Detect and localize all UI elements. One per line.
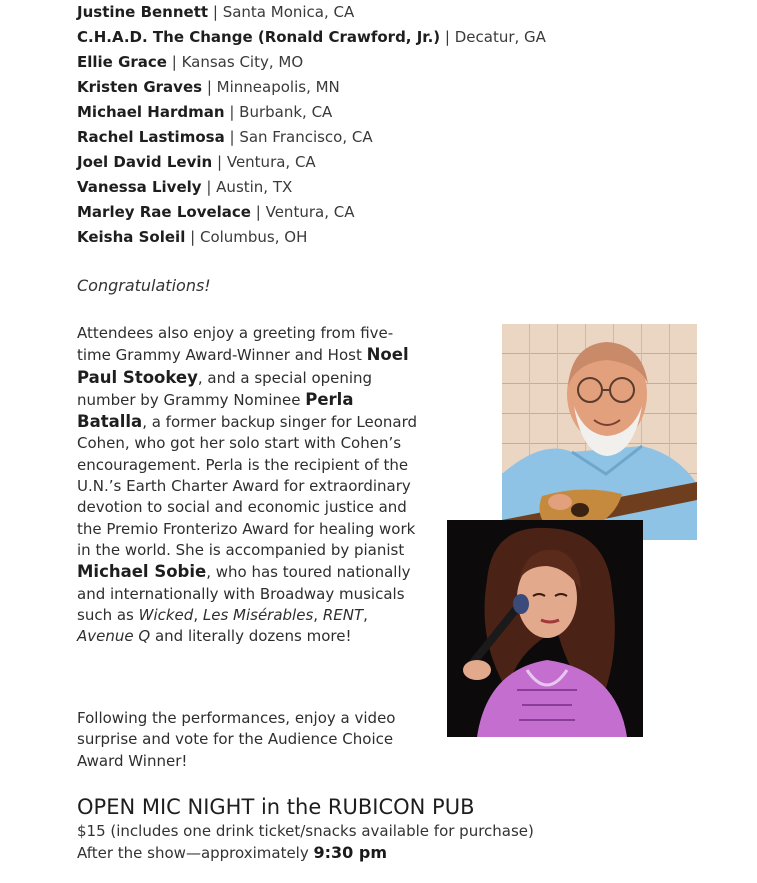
finalist-location: Santa Monica, CA [222,3,355,21]
show-title: Avenue Q [77,627,151,646]
batalla-photo-art [447,520,643,737]
finalists-list [77,0,546,250]
separator: | [255,203,261,221]
finalist-name: Michael Hardman [77,103,225,121]
pianist-name: Michael Sobie [77,562,207,582]
stookey-photo-art [502,324,697,540]
finalist-item [77,50,546,75]
finalist-item [77,200,546,225]
separator: | [190,228,196,246]
show-title: Les Misérables [202,605,314,624]
finalist-location: Decatur, GA [454,28,546,46]
open-mic-price: $15 (includes one drink ticket/snacks available for purchase) [77,822,534,840]
comma: , [363,605,368,624]
paragraph-text: , and a special opening number by Grammy Nominee [77,368,373,409]
separator: | [206,78,212,96]
finalist-name: Marley Rae Lovelace [77,203,251,221]
finalist-item [77,0,546,25]
separator: | [229,103,235,121]
open-mic-heading: OPEN MIC NIGHT in the RUBICON PUB [77,795,475,819]
finalist-item [77,175,546,200]
host-name: Noel Paul Stookey [77,345,409,387]
open-mic-time: 9:30 pm [313,843,387,862]
separator: | [229,128,235,146]
time-prefix: After the show—approximately [77,844,314,862]
finalist-location: Columbus, OH [199,228,308,246]
finalist-name: Ellie Grace [77,53,167,71]
separator: | [217,153,223,171]
finalist-name: Keisha Soleil [77,228,186,246]
paragraph-text: and literally dozens more! [150,627,352,646]
singer-name: Perla Batalla [77,389,354,432]
separator: | [212,3,218,21]
finalist-location: Minneapolis, MN [216,78,340,96]
finalist-name: C.H.A.D. The Change (Ronald Crawford, Jr.) [77,28,441,46]
finalist-item [77,75,546,100]
show-title: RENT [322,605,364,624]
finalist-name: Joel David Levin [77,153,213,171]
finalist-location: Ventura, CA [226,153,316,171]
separator: | [444,28,450,46]
finalist-location: San Francisco, CA [239,128,373,146]
finalist-item [77,150,546,175]
finalist-item [77,100,546,125]
finalist-name: Kristen Graves [77,78,203,96]
paragraph-text: , who has toured nationally and internationally with Broadway musicals such as [77,563,411,624]
show-title: Wicked [138,605,194,624]
comma: , [193,605,203,624]
noel-paul-stookey-photo [502,324,697,540]
open-mic-time-line [77,843,387,862]
congratulations-text: Congratulations! [77,276,211,295]
paragraph-text: , a former backup singer for Leonard Cohen, who got her solo start with Cohen’s encouragement. Perla is the recipient of the U.N.’s Earth Charter Award for extraordinary devotion to social and economic justice and the Premio Fronterizo Award for healing work in the world. She is accompanied by pianist [77,413,417,559]
finalist-name: Vanessa Lively [77,178,202,196]
finalist-item [77,125,546,150]
paragraph-text: Attendees also enjoy a greeting from five-time Grammy Award-Winner and Host [77,324,394,365]
separator: | [206,178,212,196]
finalist-name: Justine Bennett [77,3,209,21]
comma: , [313,605,323,624]
finalist-item [77,225,546,250]
finalist-location: Ventura, CA [265,203,355,221]
audience-choice-paragraph: Following the performances, enjoy a video surprise and vote for the Audience Choice Award Winner! [77,709,396,770]
perla-batalla-photo [447,520,643,737]
separator: | [171,53,177,71]
finalist-item [77,25,546,50]
finalist-name: Rachel Lastimosa [77,128,225,146]
finalist-location: Austin, TX [216,178,293,196]
finalist-location: Burbank, CA [239,103,333,121]
finalist-location: Kansas City, MO [181,53,304,71]
performers-paragraph [77,323,427,647]
